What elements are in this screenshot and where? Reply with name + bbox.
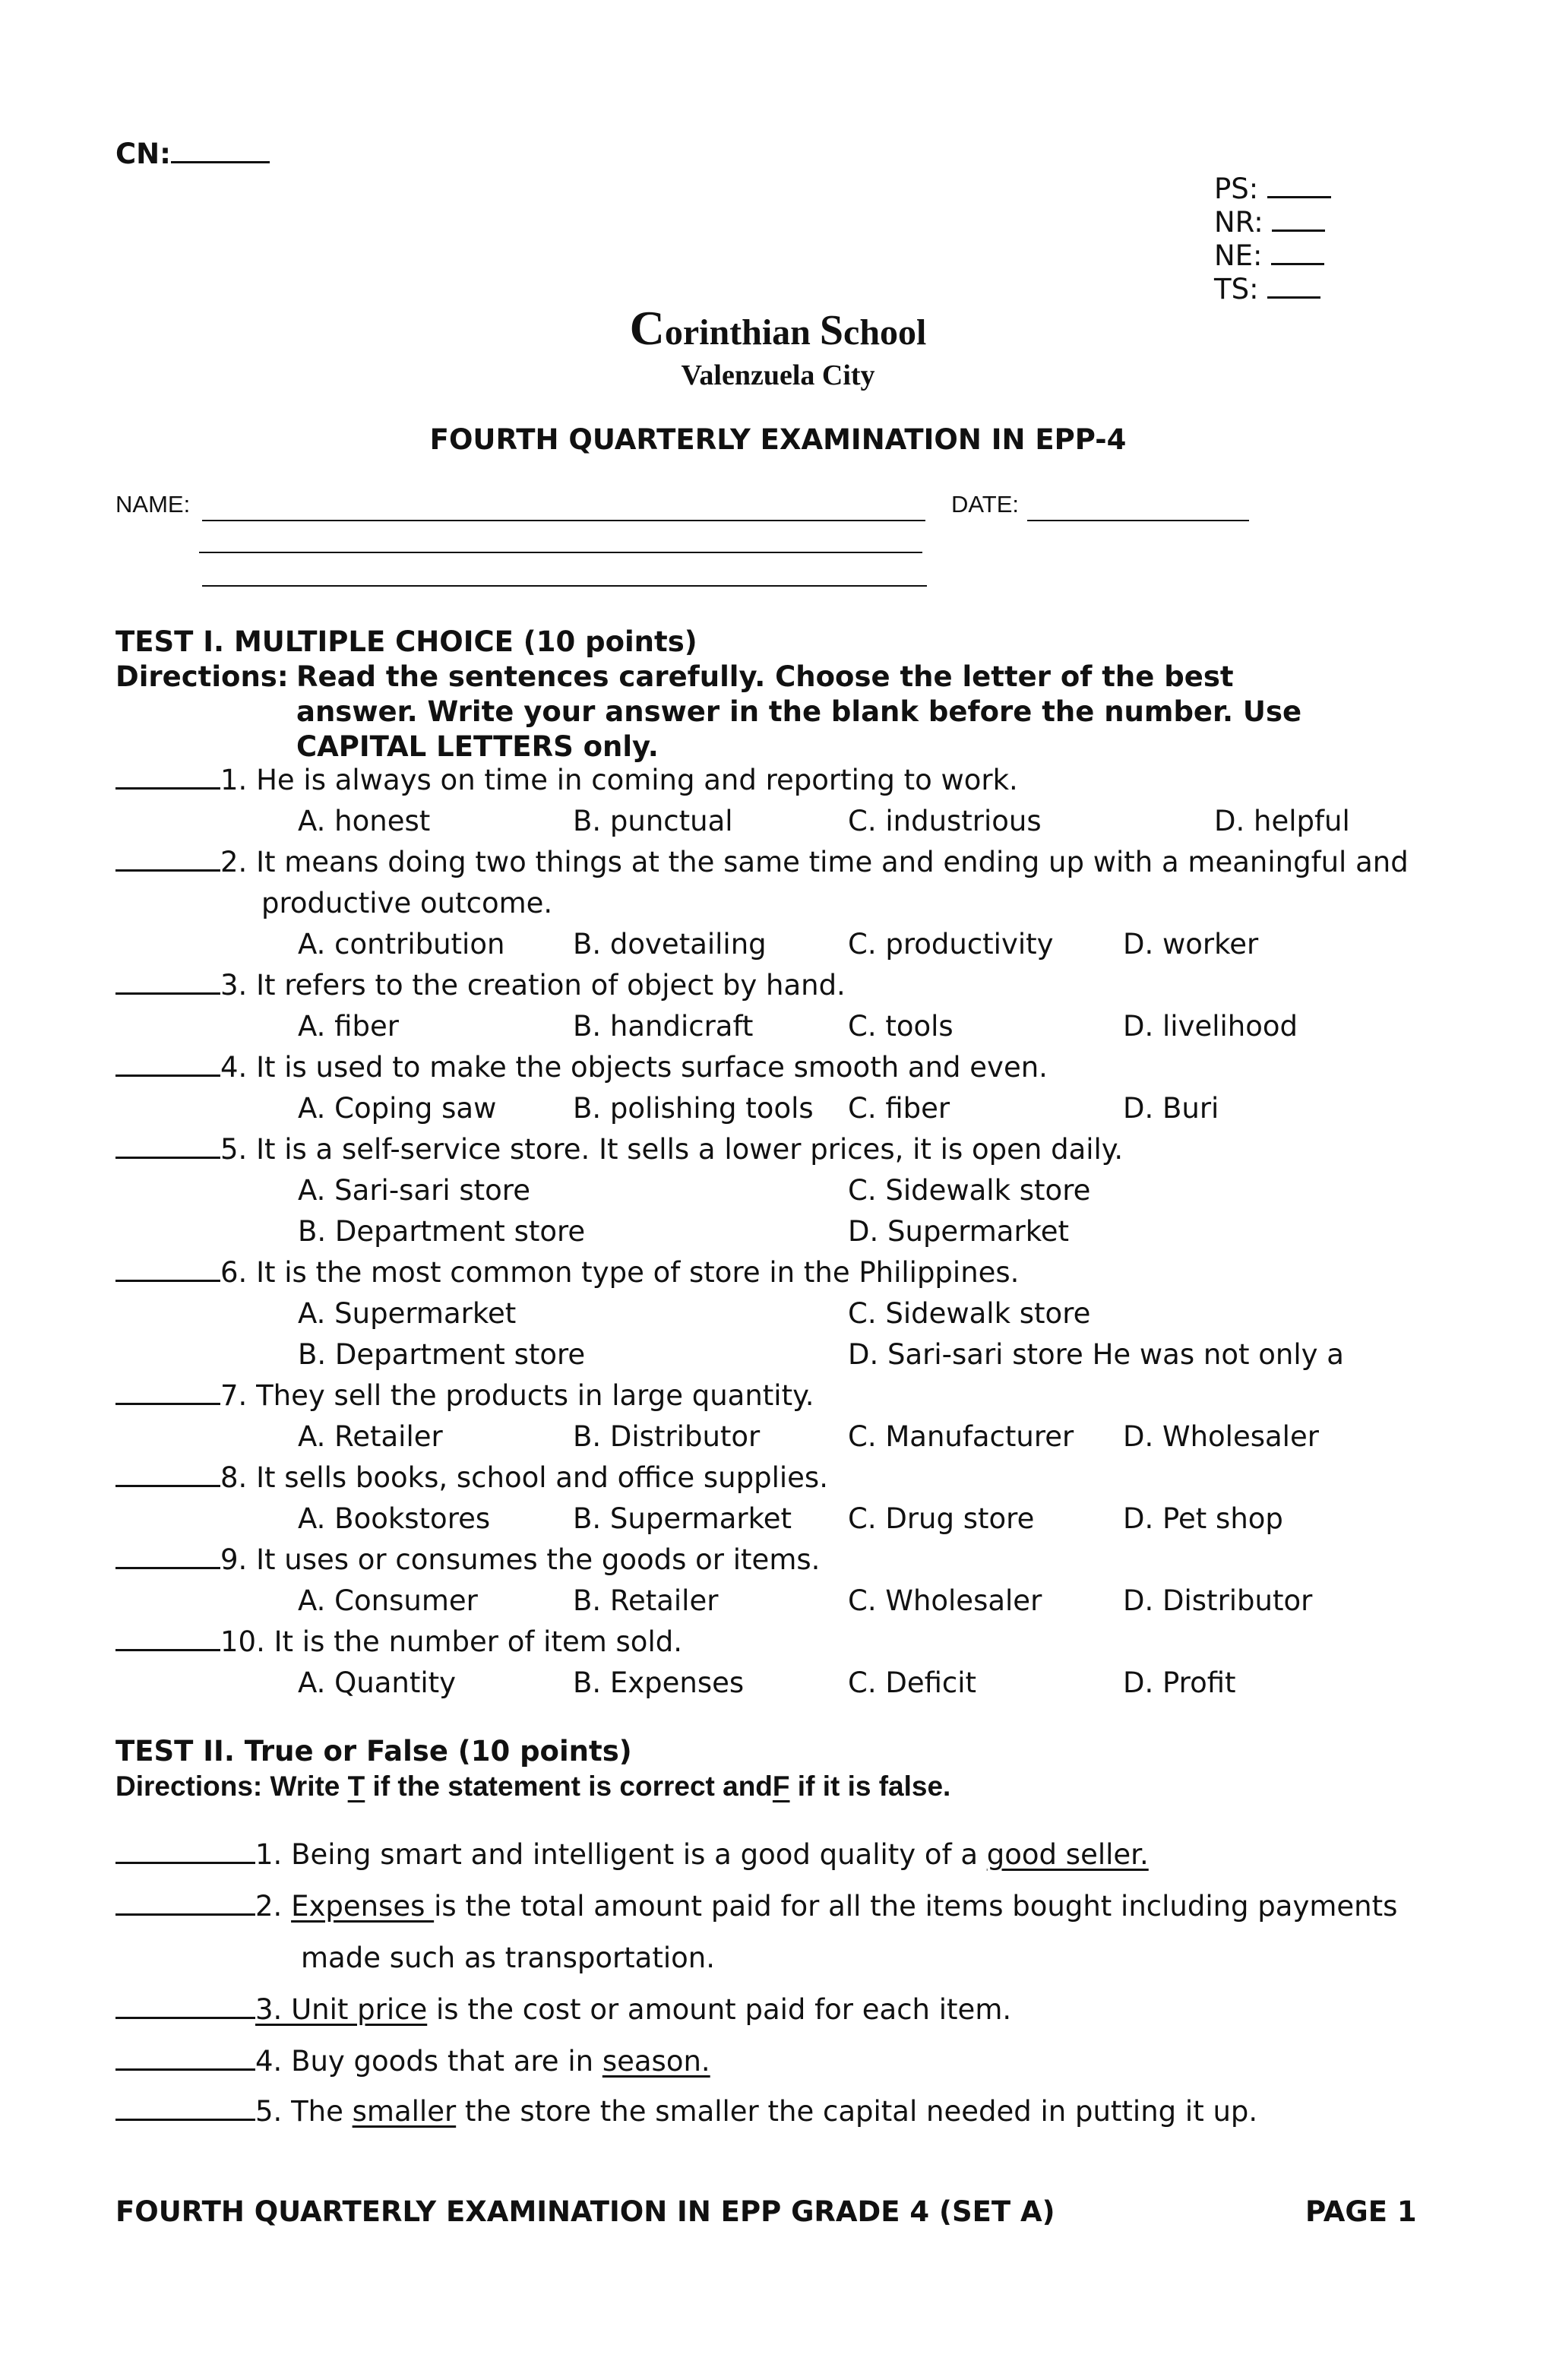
answer-blank[interactable] bbox=[115, 1544, 220, 1569]
question-10 bbox=[115, 1625, 682, 1660]
school-initial: S bbox=[819, 307, 844, 354]
test1-directions-line: CAPITAL LETTERS only. bbox=[296, 730, 659, 763]
name-line-1[interactable] bbox=[202, 520, 925, 521]
statement-text: 2. bbox=[255, 1890, 292, 1923]
choice: A. contribution bbox=[298, 928, 505, 961]
choice: C. Drug store bbox=[848, 1502, 1035, 1535]
answer-blank[interactable] bbox=[115, 2046, 255, 2071]
cn-label: CN: bbox=[115, 138, 171, 170]
choice: C. tools bbox=[848, 1010, 954, 1043]
statement-underlined: Expenses bbox=[291, 1890, 435, 1923]
answer-blank[interactable] bbox=[115, 1462, 220, 1487]
test1-directions-line: Read the sentences carefully. Choose the letter of the best bbox=[296, 660, 1234, 693]
test1-directions-line: answer. Write your answer in the blank before the number. Use bbox=[296, 695, 1302, 728]
score-blank[interactable] bbox=[1272, 207, 1325, 232]
statement-underlined: season. bbox=[602, 2045, 710, 2078]
question-1 bbox=[115, 763, 1018, 798]
choice: B. punctual bbox=[573, 805, 733, 837]
question-5 bbox=[115, 1132, 1123, 1167]
choice: D. Sari-sari store He was not only a bbox=[848, 1338, 1344, 1371]
choice: C. Wholesaler bbox=[848, 1584, 1042, 1617]
question-8 bbox=[115, 1461, 828, 1495]
cn-blank[interactable] bbox=[171, 138, 270, 163]
choice: B. Retailer bbox=[573, 1584, 719, 1617]
directions-text: if it is false. bbox=[789, 1771, 951, 1802]
question-text: 2. It means doing two things at the same time and ending up with a meaningful and bbox=[220, 846, 1409, 878]
choice: D. Profit bbox=[1123, 1666, 1236, 1699]
answer-blank[interactable] bbox=[115, 1839, 255, 1864]
answer-blank[interactable] bbox=[115, 1891, 255, 1916]
footer-page-number: PAGE 1 bbox=[1305, 2195, 1417, 2228]
question-text: 3. It refers to the creation of object by hand. bbox=[220, 969, 846, 1002]
question-continuation: productive outcome. bbox=[261, 887, 553, 919]
school-name bbox=[0, 301, 1556, 356]
name-label: NAME: bbox=[115, 491, 191, 517]
school-name-part: orinthian bbox=[664, 312, 820, 353]
choice: C. Sidewalk store bbox=[848, 1174, 1091, 1207]
question-text: 4. It is used to make the objects surface smooth and even. bbox=[220, 1051, 1048, 1084]
question-text: 7. They sell the products in large quantity. bbox=[220, 1379, 814, 1412]
score-blank[interactable] bbox=[1271, 240, 1324, 265]
answer-blank[interactable] bbox=[115, 2096, 255, 2121]
score-blank[interactable] bbox=[1267, 173, 1331, 198]
name-line-3[interactable] bbox=[202, 585, 927, 587]
directions-true-letter: T bbox=[347, 1771, 365, 1802]
statement-continuation: made such as transportation. bbox=[301, 1942, 715, 1974]
score-label: TS: bbox=[1214, 273, 1259, 305]
answer-blank[interactable] bbox=[115, 1380, 220, 1405]
score-ps bbox=[1214, 172, 1331, 207]
choice: B. polishing tools bbox=[573, 1092, 814, 1125]
answer-blank[interactable] bbox=[115, 1134, 220, 1159]
answer-blank[interactable] bbox=[115, 1052, 220, 1077]
statement-text: 4. Buy goods that are in bbox=[255, 2045, 602, 2078]
question-3 bbox=[115, 968, 846, 1003]
score-label: NE: bbox=[1214, 239, 1263, 272]
choice: B. Supermarket bbox=[573, 1502, 792, 1535]
answer-blank[interactable] bbox=[115, 847, 220, 872]
school-city: Valenzuela City bbox=[681, 359, 875, 391]
choice: C. industrious bbox=[848, 805, 1042, 837]
choice: C. Sidewalk store bbox=[848, 1297, 1091, 1330]
tf-statement-5 bbox=[115, 2094, 1257, 2129]
choice: A. Quantity bbox=[298, 1666, 457, 1699]
choice: D. Distributor bbox=[1123, 1584, 1313, 1617]
choice: D. worker bbox=[1123, 928, 1259, 961]
score-label: PS: bbox=[1214, 172, 1259, 205]
statement-text: the store the smaller the capital needed in putting it up. bbox=[456, 2095, 1258, 2128]
question-9 bbox=[115, 1543, 820, 1578]
tf-statement-4 bbox=[115, 2044, 710, 2079]
question-text: 6. It is the most common type of store in the Philippines. bbox=[220, 1256, 1020, 1289]
question-text: 1. He is always on time in coming and reporting to work. bbox=[220, 764, 1018, 796]
directions-text: Directions: Write bbox=[115, 1771, 348, 1802]
statement-underlined: smaller bbox=[352, 2095, 457, 2128]
directions-false-letter: F bbox=[772, 1771, 790, 1802]
tf-statement-1 bbox=[115, 1837, 1149, 1872]
statement-text: 1. Being smart and intelligent is a good quality of a bbox=[255, 1838, 987, 1871]
answer-blank[interactable] bbox=[115, 970, 220, 995]
footer-title: FOURTH QUARTERLY EXAMINATION IN EPP GRADE 4 (SET A) bbox=[115, 2195, 1055, 2228]
school-name-part: chool bbox=[843, 312, 927, 353]
statement-underlined: good seller. bbox=[986, 1838, 1149, 1871]
statement-text: 5. The bbox=[255, 2095, 353, 2128]
test1-title: TEST I. MULTIPLE CHOICE (10 points) bbox=[115, 625, 697, 658]
tf-statement-3 bbox=[115, 1992, 1011, 2027]
score-nr bbox=[1214, 205, 1325, 240]
score-ne bbox=[1214, 239, 1324, 274]
date-line[interactable] bbox=[1027, 520, 1249, 521]
test1-directions-label: Directions: bbox=[115, 660, 289, 693]
cn-field bbox=[115, 137, 270, 172]
statement-text: is the cost or amount paid for each item. bbox=[427, 1993, 1012, 2026]
test2-directions bbox=[115, 1769, 950, 1804]
choice: D. Supermarket bbox=[848, 1215, 1070, 1248]
statement-underlined: 3. Unit price bbox=[255, 1993, 428, 2026]
question-text: 9. It uses or consumes the goods or items. bbox=[220, 1543, 821, 1576]
choice: A. Consumer bbox=[298, 1584, 478, 1617]
answer-blank[interactable] bbox=[115, 764, 220, 790]
choice: D. Wholesaler bbox=[1123, 1420, 1319, 1453]
statement-text: is the total amount paid for all the items bought including payments bbox=[434, 1890, 1398, 1923]
choice: D. Buri bbox=[1123, 1092, 1219, 1125]
question-text: 10. It is the number of item sold. bbox=[220, 1625, 682, 1658]
score-label: NR: bbox=[1214, 206, 1263, 239]
answer-blank[interactable] bbox=[115, 1257, 220, 1282]
directions-text: if the statement is correct and bbox=[365, 1771, 773, 1802]
choice: C. Manufacturer bbox=[848, 1420, 1074, 1453]
choice: B. Expenses bbox=[573, 1666, 745, 1699]
score-blank[interactable] bbox=[1267, 274, 1320, 299]
choice: B. Department store bbox=[298, 1338, 586, 1371]
question-2 bbox=[115, 845, 1409, 880]
question-text: 5. It is a self-service store. It sells a lower prices, it is open daily. bbox=[220, 1133, 1124, 1166]
school-initial: C bbox=[629, 301, 665, 355]
choice: A. honest bbox=[298, 805, 431, 837]
choice: B. dovetailing bbox=[573, 928, 767, 961]
choice: A. Retailer bbox=[298, 1420, 443, 1453]
choice: D. Pet shop bbox=[1123, 1502, 1283, 1535]
exam-title: FOURTH QUARTERLY EXAMINATION IN EPP-4 bbox=[429, 423, 1127, 456]
test2-title: TEST II. True or False (10 points) bbox=[115, 1735, 632, 1768]
choice: B. handicraft bbox=[573, 1010, 754, 1043]
choice: A. fiber bbox=[298, 1010, 399, 1043]
question-6 bbox=[115, 1255, 1019, 1290]
name-line-2[interactable] bbox=[199, 552, 922, 553]
answer-blank[interactable] bbox=[115, 1994, 255, 2019]
choice: A. Bookstores bbox=[298, 1502, 491, 1535]
choice: D. livelihood bbox=[1123, 1010, 1298, 1043]
question-4 bbox=[115, 1050, 1048, 1085]
tf-statement-2 bbox=[115, 1889, 1397, 1924]
answer-blank[interactable] bbox=[115, 1626, 220, 1651]
score-ts bbox=[1214, 272, 1320, 307]
question-text: 8. It sells books, school and office supplies. bbox=[220, 1461, 828, 1494]
choice: C. fiber bbox=[848, 1092, 950, 1125]
choice: C. productivity bbox=[848, 928, 1054, 961]
date-label: DATE: bbox=[951, 491, 1019, 517]
choice: B. Department store bbox=[298, 1215, 586, 1248]
choice: A. Sari-sari store bbox=[298, 1174, 530, 1207]
choice: D. helpful bbox=[1214, 805, 1350, 837]
choice: C. Deficit bbox=[848, 1666, 977, 1699]
question-7 bbox=[115, 1378, 814, 1413]
choice: A. Coping saw bbox=[298, 1092, 497, 1125]
choice: B. Distributor bbox=[573, 1420, 761, 1453]
choice: A. Supermarket bbox=[298, 1297, 517, 1330]
